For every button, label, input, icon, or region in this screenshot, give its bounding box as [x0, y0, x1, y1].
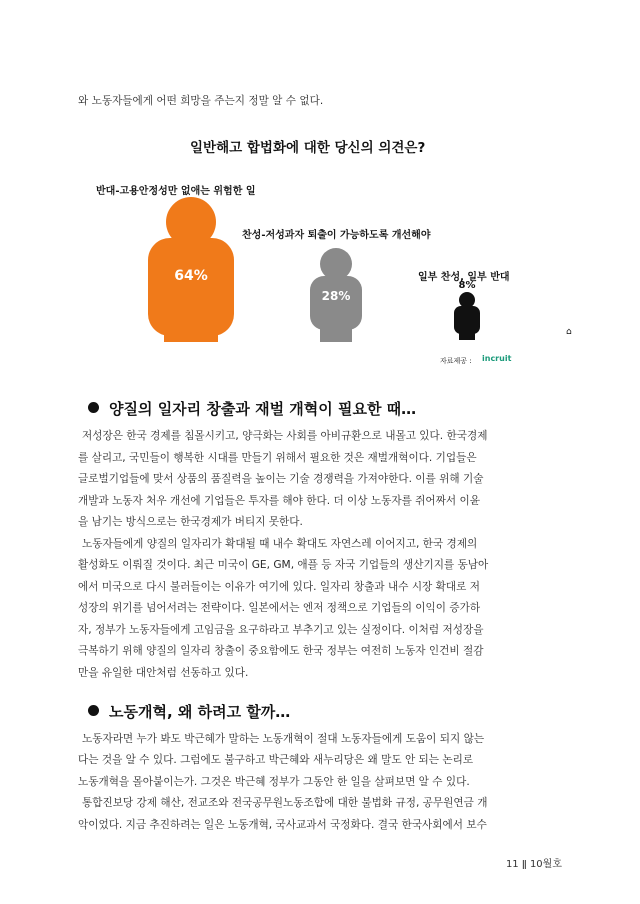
value-mixed: 8%: [458, 280, 476, 291]
figure-mixed: [454, 292, 480, 340]
label-mixed: 일부 찬성, 일부 반대: [418, 272, 510, 283]
s1-p2-l5: 자, 정부가 노동자들에게 고임금을 요구하라고 부추기고 있는 실정이다. 이처럼 저성장을: [78, 624, 484, 636]
s1-p2-l3: 에서 미국으로 다시 불러들이는 이유가 여기에 있다. 일자리 창출과 내수 시장 확대로 저: [78, 581, 480, 593]
section2-heading: 노동개혁, 왜 하려고 할까…: [88, 701, 290, 722]
source-label: 자료제공 :: [440, 357, 472, 365]
source-logo: incruit: [482, 354, 512, 363]
intro-line: 와 노동자들에게 어떤 희망을 주는지 정말 알 수 없다.: [78, 95, 324, 107]
bullet-icon: [88, 705, 99, 716]
figure-mark: ⌂: [566, 327, 572, 337]
bullet-icon: [88, 402, 99, 413]
s2-p1-l3: 노동개혁을 몰아붙이는가. 그것은 박근혜 정부가 그동안 한 일을 살펴보면 알 수 있다.: [78, 776, 470, 788]
s1-p2-l7: 만을 유일한 대안처럼 선동하고 있다.: [78, 667, 249, 679]
infographic-title: 일반해고 합법화에 대한 당신의 의견은?: [190, 140, 426, 156]
s1-p2-l1: 노동자들에게 양질의 일자리가 확대될 때 내수 확대도 자연스레 이어지고, 한국 경제의: [82, 538, 478, 550]
value-support: 28%: [321, 289, 351, 303]
value-oppose: 64%: [174, 268, 208, 284]
label-oppose: 반대-고용안정성만 없애는 위험한 일: [96, 186, 256, 197]
section1-heading: 양질의 일자리 창출과 재벌 개혁이 필요한 때…: [88, 398, 416, 419]
s1-p1-l2: 를 살리고, 국민들이 행복한 시대를 만들기 위해서 필요한 것은 재벌개혁이다. 기업들은: [78, 452, 477, 464]
s1-p2-l6: 극복하기 위해 양질의 일자리 창출이 중요함에도 한국 정부는 여전히 노동자 인건비 절감: [78, 645, 484, 657]
s1-p1-l5: 을 남기는 방식으로는 한국경제가 버티지 못한다.: [78, 516, 303, 528]
s1-p2-l4: 성장의 위기를 넘어서려는 전략이다. 일본에서는 엔저 정책으로 기업들의 이익이 증가하: [78, 602, 481, 614]
s1-p2-l2: 활성화도 이뤄질 것이다. 최근 미국이 GE, GM, 애플 등 자국 기업들의 생산기지를 동남아: [78, 559, 489, 571]
page-footer: 11 ǁ 10월호: [505, 859, 562, 870]
s1-p1-l1: 저성장은 한국 경제를 침몰시키고, 양극화는 사회를 아비규환으로 내몰고 있다. 한국경제: [82, 430, 488, 442]
infographic: [86, 130, 576, 372]
s2-p1-l1: 노동자라면 누가 봐도 박근혜가 말하는 노동개혁이 절대 노동자들에게 도움이 되지 않는: [82, 733, 485, 745]
s1-p1-l4: 개발과 노동자 처우 개선에 기업들은 투자를 해야 한다. 더 이상 노동자를 쥐어짜서 이윤: [78, 495, 480, 507]
s1-p1-l3: 글로벌기업들에 맞서 상품의 품질력을 높이는 기술 경쟁력을 가져야한다. 이를 위해 기술: [78, 473, 484, 485]
s2-p2-l2: 악이었다. 지금 추진하려는 일은 노동개혁, 국사교과서 국정화다. 결국 한국사회에서 보수: [78, 819, 487, 831]
s2-p1-l2: 다는 것을 알 수 있다. 그럼에도 불구하고 박근혜와 새누리당은 왜 말도 안 되는 논리로: [78, 754, 474, 766]
label-support: 찬성-저성과자 퇴출이 가능하도록 개선해야: [242, 230, 431, 241]
figures-svg: [86, 130, 576, 372]
s2-p2-l1: 통합진보당 강제 해산, 전교조와 전국공무원노동조합에 대한 불법화 규정, 공무원연금 개: [82, 797, 488, 809]
